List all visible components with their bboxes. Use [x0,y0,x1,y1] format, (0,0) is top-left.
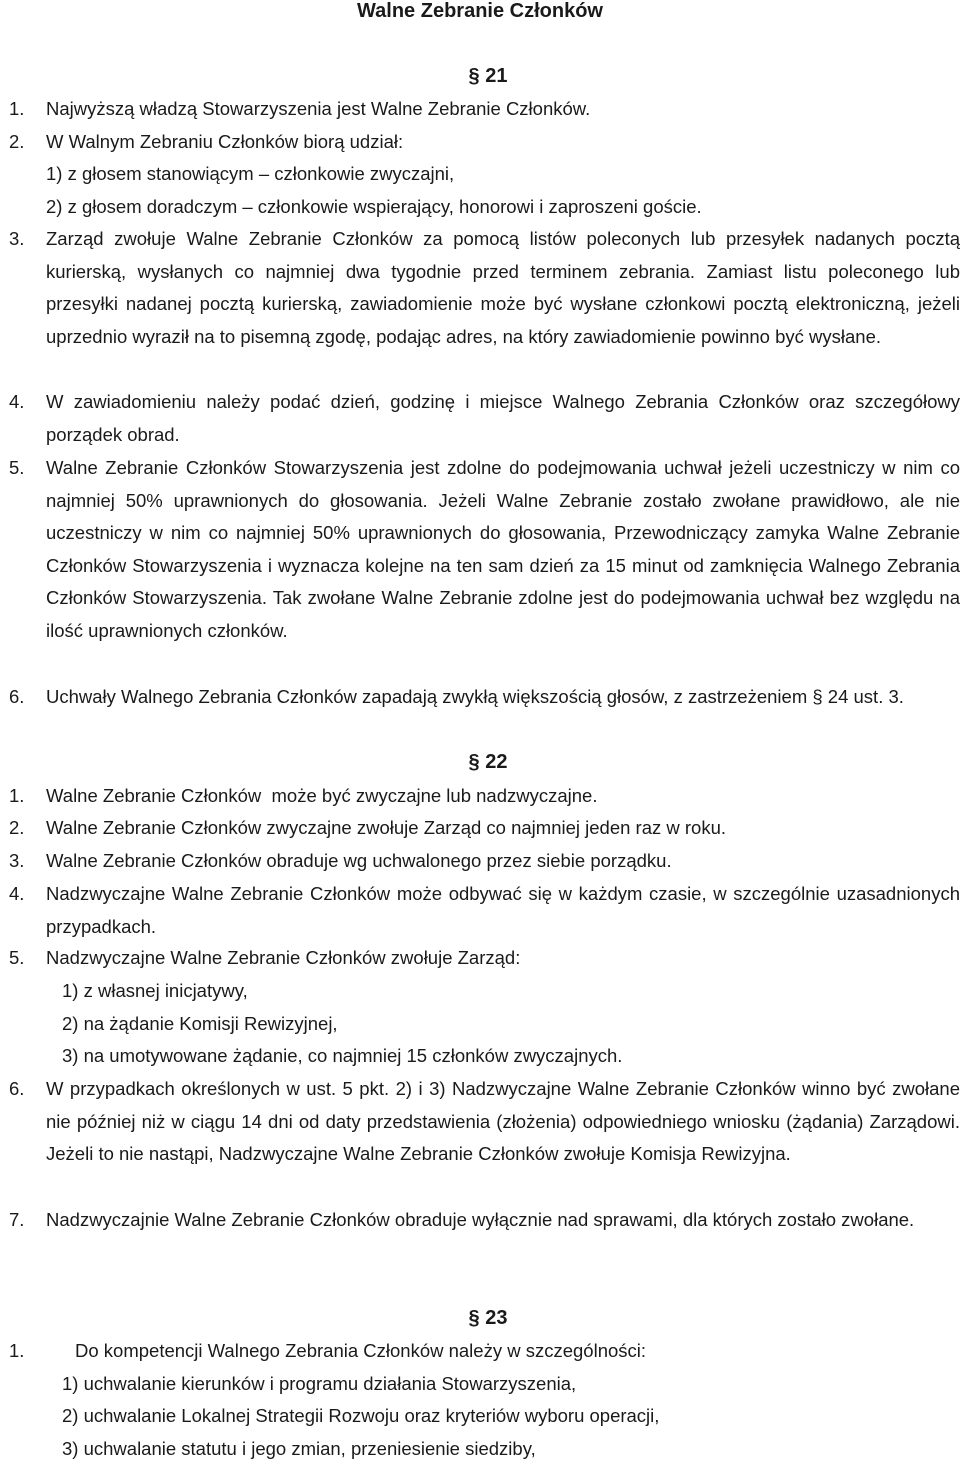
item-number: 5. [9,947,25,968]
par22-item-7 [9,1204,960,1270]
par22-item-5-sub-1: 1) z własnej inicjatywy, [62,980,248,1001]
item-number: 4. [9,391,25,412]
par21-item-5 [9,452,960,682]
par22-item-4 [9,878,960,944]
item-number: 6. [9,686,25,707]
item-number: 3. [9,228,25,249]
par23-item-1-sub-1: 1) uchwalanie kierunków i programu działania Stowarzyszenia, [62,1373,577,1394]
par22-item-5-sub-2: 2) na żądanie Komisji Rewizyjnej, [62,1013,338,1034]
item-text: Zarząd zwołuje Walne Zebranie Członków za pomocą listów poleconych lub przesyłek nadanych pocztą kurierską, wysłanych co najmniej dwa tygodnie przed terminem zebrania. Zamiast listu poleconego lub przesyłki nadanej pocztą kurierską, zawiadomienie może być wysłane członkowi pocztą elektroniczną, jeżeli uprzednio wyraził na to pisemną zgodę, podając adres, na który zawiadomienie powinno być wysłane. [46,228,960,347]
section-heading-23: § 23 [468,1307,508,1329]
item-number: 1. [9,98,25,119]
par21-item-2-sub-1: 1) z głosem stanowiącym – członkowie zwyczajni, [46,163,455,184]
item-number: 7. [9,1209,25,1230]
par22-item-5-sub-3: 3) na umotywowane żądanie, co najmniej 15 członków zwyczajnych. [62,1045,623,1066]
item-number: 5. [9,457,25,478]
item-number: 3. [9,850,25,871]
section-heading-21: § 21 [468,65,508,87]
item-number: 2. [9,817,25,838]
par21-item-2-sub-2: 2) z głosem doradczym – członkowie wspierający, honorowi i zaproszeni goście. [46,196,702,217]
item-text: W zawiadomieniu należy podać dzień, godzinę i miejsce Walnego Zebrania Członków oraz szczegółowy porządek obrad. [46,391,960,445]
item-number: 1. [9,785,25,806]
item-number: 4. [9,883,25,904]
section-heading-22: § 22 [468,751,508,773]
item-text: Walne Zebranie Członków Stowarzyszenia jest zdolne do podejmowania uchwał jeżeli uczestniczy w nim co najmniej 50% uprawnionych do głosowania. Jeżeli Walne Zebranie zostało zwołane prawidłowo, ale nie uczestniczy w nim co najmniej 50% uprawnionych do głosowania, Przewodniczący zamyka Walne Zebranie Członków Stowarzyszenia i wyznacza kolejne na ten sam dzień za 15 minut od zamknięcia Walnego Zebrania Członków Stowarzyszenia. Tak zwołane Walne Zebranie zdolne jest do podejmowania uchwał bez względu na ilość uprawnionych członków. [46,457,960,641]
item-number: 2. [9,131,25,152]
par21-item-6 [9,681,960,747]
item-text: W przypadkach określonych w ust. 5 pkt. 2) i 3) Nadzwyczajne Walne Zebranie Członków winno być zwołane nie później niż w ciągu 14 dni od daty przedstawienia (złożenia) odpowiedniego wniosku (żądania) Zarządowi. Jeżeli to nie nastąpi, Nadzwyczajne Walne Zebranie Członków zwołuje Komisja Rewizyjna. [46,1078,960,1165]
item-number: 6. [9,1078,25,1099]
item-text: Walne Zebranie Członków może być zwyczajne lub nadzwyczajne. [46,785,598,806]
item-text: Walne Zebranie Członków obraduje wg uchwalonego przez siebie porządku. [46,850,672,871]
item-text: Uchwały Walnego Zebrania Członków zapadają zwykłą większością głosów, z zastrzeżeniem § 24 ust. 3. [46,686,904,707]
item-text: Walne Zebranie Członków zwyczajne zwołuje Zarząd co najmniej jeden raz w roku. [46,817,727,838]
par22-item-6 [9,1073,960,1204]
par23-item-1-sub-2: 2) uchwalanie Lokalnej Strategii Rozwoju oraz kryteriów wyboru operacji, [62,1405,660,1426]
item-text: Nadzwyczajne Walne Zebranie Członków zwołuje Zarząd: [46,947,521,968]
item-text: Nadzwyczajne Walne Zebranie Członków może odbywać się w każdym czasie, w szczególnie uzasadnionych przypadkach. [46,883,960,937]
par21-item-4 [9,386,960,452]
item-number: 1. [9,1340,25,1361]
par23-item-1-sub-3: 3) uchwalanie statutu i jego zmian, przeniesienie siedziby, [62,1438,536,1459]
par21-item-3 [9,223,960,388]
item-text: Do kompetencji Walnego Zebrania Członków należy w szczególności: [75,1340,647,1361]
item-text: W Walnym Zebraniu Członków biorą udział: [46,131,404,152]
item-text: Nadzwyczajnie Walne Zebranie Członków obraduje wyłącznie nad sprawami, dla których zostało zwołane. [46,1209,915,1230]
item-text: Najwyższą władzą Stowarzyszenia jest Walne Zebranie Członków. [46,98,591,119]
document-title: Walne Zebranie Członków [357,0,603,22]
